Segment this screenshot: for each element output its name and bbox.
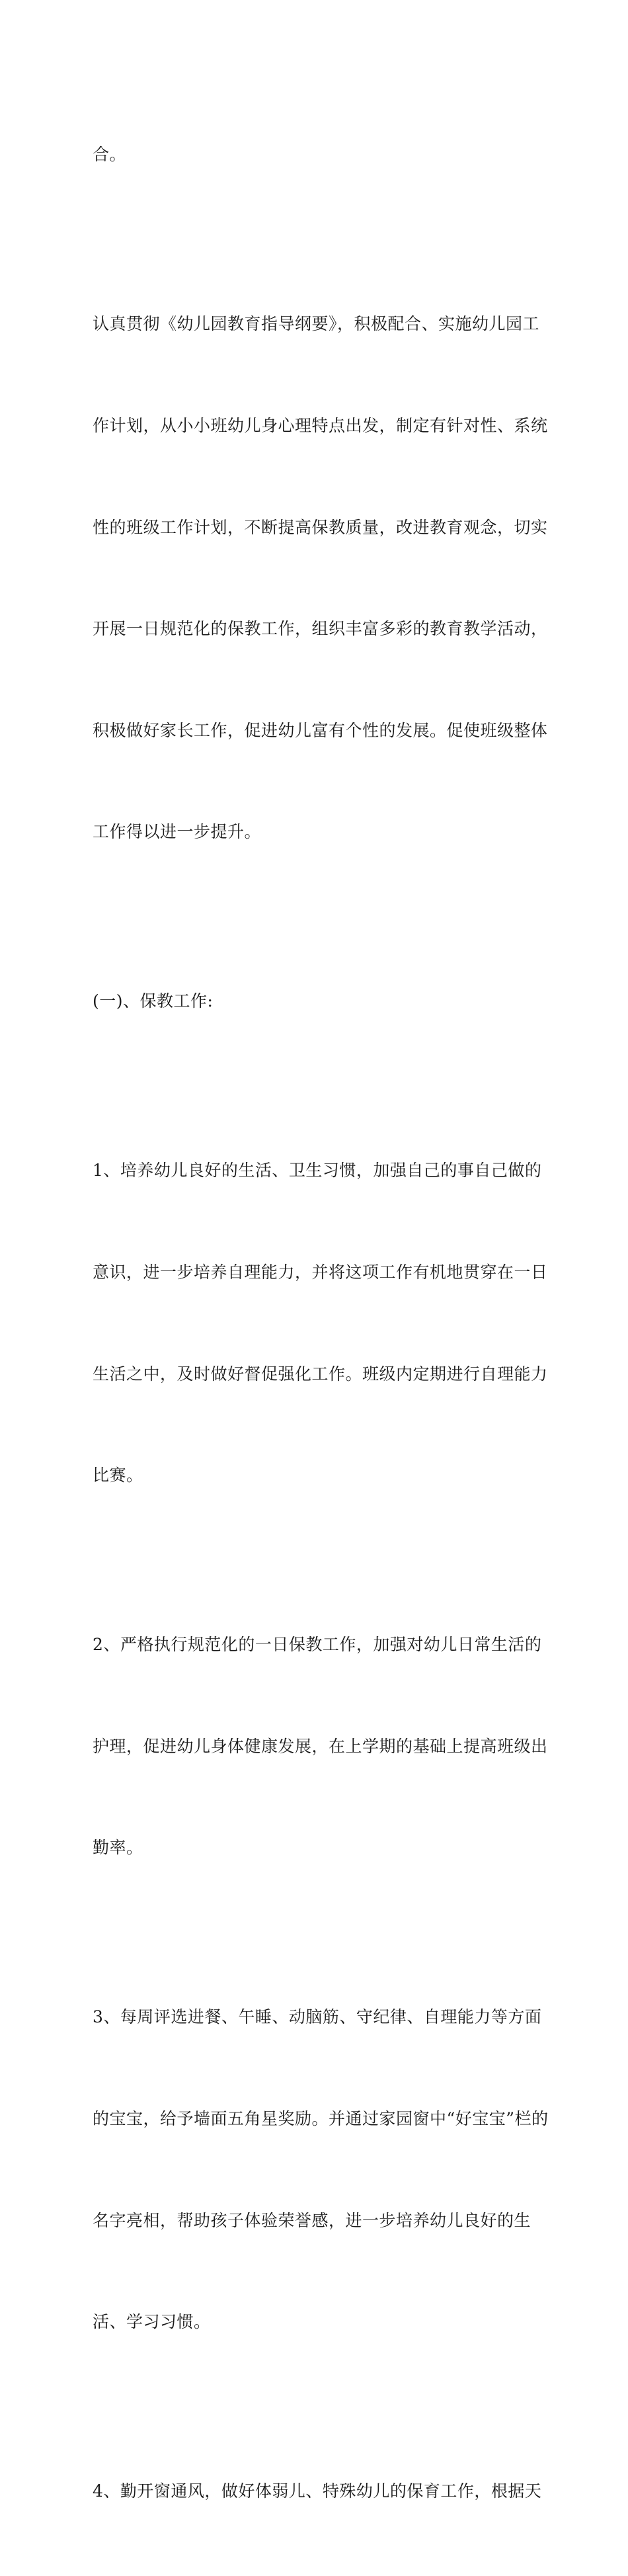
text-line: 的宝宝，给予墙面五角星奖励。并通过家园窗中“好宝宝”栏的 (93, 2108, 549, 2128)
text-line: 积极做好家长工作，促进幼儿富有个性的发展。促使班级整体 (93, 720, 548, 740)
text-line: 活、学习习惯。 (93, 2312, 211, 2332)
text-line: 开展一日规范化的保教工作，组织丰富多彩的教育教学活动， (93, 619, 548, 639)
document-body (93, 70, 549, 2576)
text-line: 4、勤开窗通风，做好体弱儿、特殊幼儿的保育工作，根据天 (93, 2481, 542, 2501)
text-line: 护理，促进幼儿身体健康发展，在上学期的基础上提高班级出 (93, 1736, 548, 1756)
list-item-2 (93, 1560, 548, 1932)
text-line: 生活之中，及时做好督促强化工作。班级内定期进行自理能力 (93, 1364, 548, 1384)
list-item-3 (93, 1932, 549, 2407)
paragraph-intro (93, 239, 548, 917)
text-line: 作计划，从小小班幼儿身心理特点出发，制定有针对性、系统 (93, 416, 548, 435)
text-line: 性的班级工作计划，不断提高保教质量，改进教育观念，切实 (93, 517, 548, 537)
paragraph-continuation (93, 70, 542, 239)
text-line: 工作得以进一步提升。 (93, 822, 262, 842)
text-line: 名字亮相，帮助孩子体验荣誉感，进一步培养幼儿良好的生 (93, 2210, 531, 2230)
text-line: 意识，进一步培养自理能力，并将这项工作有机地贯穿在一日 (93, 1262, 548, 1282)
text-line: 比赛。 (93, 1466, 143, 1485)
text-line: 3、每周评选进餐、午睡、动脑筋、守纪律、自理能力等方面 (93, 2007, 542, 2027)
text-line: 勤率。 (93, 1838, 143, 1858)
list-item-1 (93, 1086, 548, 1560)
text-line: 认真贯彻《幼儿园教育指导纲要》，积极配合、实施幼儿园工 (93, 314, 540, 334)
section-heading-text: (一)、保教工作: (93, 991, 214, 1011)
text-line: 1、培养幼儿良好的生活、卫生习惯，加强自己的事自己做的 (93, 1161, 542, 1181)
section-heading (93, 917, 542, 1086)
text-line: 2、严格执行规范化的一日保教工作，加强对幼儿日常生活的 (93, 1635, 542, 1655)
text-line: 合。 (93, 145, 127, 165)
list-item-4 (93, 2407, 542, 2576)
